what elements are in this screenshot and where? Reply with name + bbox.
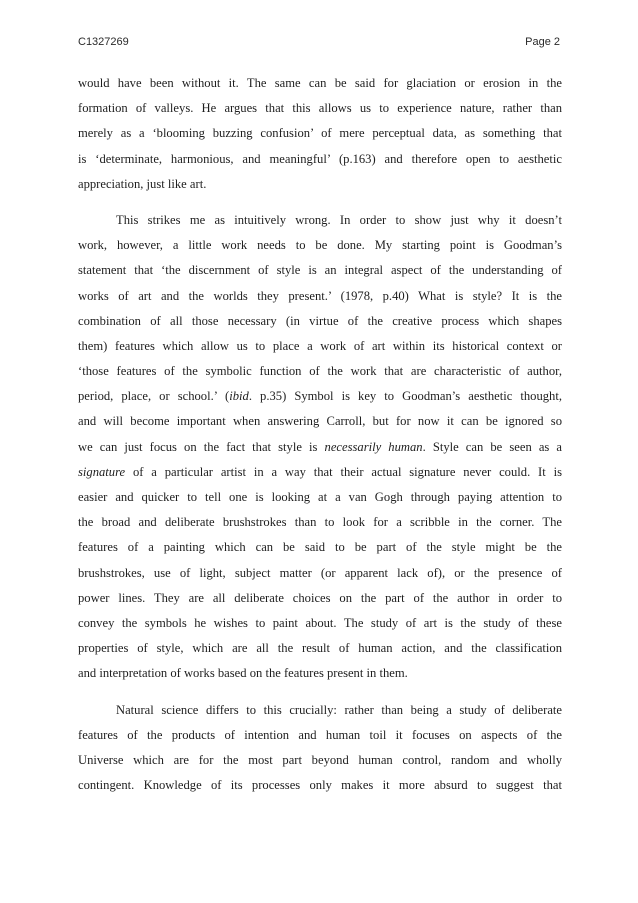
text-line: features of the products of intention and human toil it focuses on aspects of the bbox=[78, 727, 562, 742]
text-run: . p.35) Symbol is key to Goodman’s aesthetic thought, bbox=[248, 389, 563, 404]
text-line: easier and quicker to tell one is looking at a van Gogh through paying attention to bbox=[78, 490, 562, 504]
paragraph-3 bbox=[78, 701, 562, 802]
text-line bbox=[78, 463, 562, 488]
text-line: Universe which are for the most part beyond human control, random and wholly bbox=[78, 752, 562, 767]
italic-emphasis: signature bbox=[78, 464, 126, 479]
text-line: This strikes me as intuitively wrong. In order to show just why it doesn’t bbox=[116, 212, 562, 227]
text-line: work, however, a little work needs to be done. My starting point is Goodman’s bbox=[78, 238, 562, 253]
text-line: would have been without it. The same can be said for glaciation or erosion in the bbox=[78, 76, 562, 90]
text-line: is ‘determinate, harmonious, and meaningful’ (p.163) and therefore open to aesthetic bbox=[78, 151, 562, 166]
text-line: statement that ‘the discernment of style is an integral aspect of the understanding of bbox=[78, 263, 562, 278]
italic-citation: ibid bbox=[229, 389, 249, 404]
paragraph-2 bbox=[78, 211, 562, 690]
text-line: power lines. They are all deliberate choices on the part of the author in order to bbox=[78, 590, 562, 605]
text-run: of a particular artist in a way that their actual signature never could. It is bbox=[125, 464, 562, 479]
text-line: appreciation, just like art. bbox=[78, 176, 207, 191]
text-line: convey the symbols he wishes to paint about. The study of art is the study of these bbox=[78, 615, 562, 630]
text-line: features of a painting which can be said to be part of the style might be the bbox=[78, 540, 562, 555]
italic-emphasis: necessarily human bbox=[324, 439, 423, 454]
text-line bbox=[78, 438, 562, 463]
text-run: we can just focus on the fact that style is bbox=[78, 439, 325, 454]
student-id: C1327269 bbox=[78, 36, 129, 48]
text-run: . Style can be seen as a bbox=[422, 439, 563, 454]
text-line: contingent. Knowledge of its processes only makes it more absurd to suggest that bbox=[78, 778, 562, 793]
page-number: Page 2 bbox=[525, 36, 560, 48]
text-line: properties of style, which are all the result of human action, and the classification bbox=[78, 641, 562, 656]
text-line: ‘those features of the symbolic function of the work that are characteristic of author, bbox=[78, 364, 562, 379]
text-line: Natural science differs to this crucially: rather than being a study of deliberate bbox=[116, 702, 562, 717]
paragraph-gap bbox=[78, 690, 562, 701]
text-line: formation of valleys. He argues that this allows us to experience nature, rather than bbox=[78, 101, 562, 116]
paragraph-1 bbox=[78, 74, 562, 200]
text-line: merely as a ‘blooming buzzing confusion’ of mere perceptual data, as something that bbox=[78, 126, 562, 141]
page-header bbox=[78, 36, 560, 52]
text-line: them) features which allow us to place a work of art within its historical context or bbox=[78, 338, 562, 353]
text-line: and interpretation of works based on the features present in them. bbox=[78, 666, 408, 681]
body-text bbox=[78, 74, 562, 801]
text-line: combination of all those necessary (in virtue of the creative process which shapes bbox=[78, 313, 562, 328]
text-line bbox=[78, 387, 562, 412]
text-line: and will become important when answering Carroll, but for now it can be ignored so bbox=[78, 414, 562, 429]
text-run: period, place, or school.’ ( bbox=[78, 389, 230, 404]
paragraph-gap bbox=[78, 200, 562, 211]
text-line: brushstrokes, use of light, subject matter (or apparent lack of), or the presence of bbox=[78, 565, 562, 580]
text-line: works of art and the worlds they present.’ (1978, p.40) What is style? It is the bbox=[78, 288, 562, 303]
text-line: the broad and deliberate brushstrokes than to look for a scribble in the corner. The bbox=[78, 515, 562, 530]
